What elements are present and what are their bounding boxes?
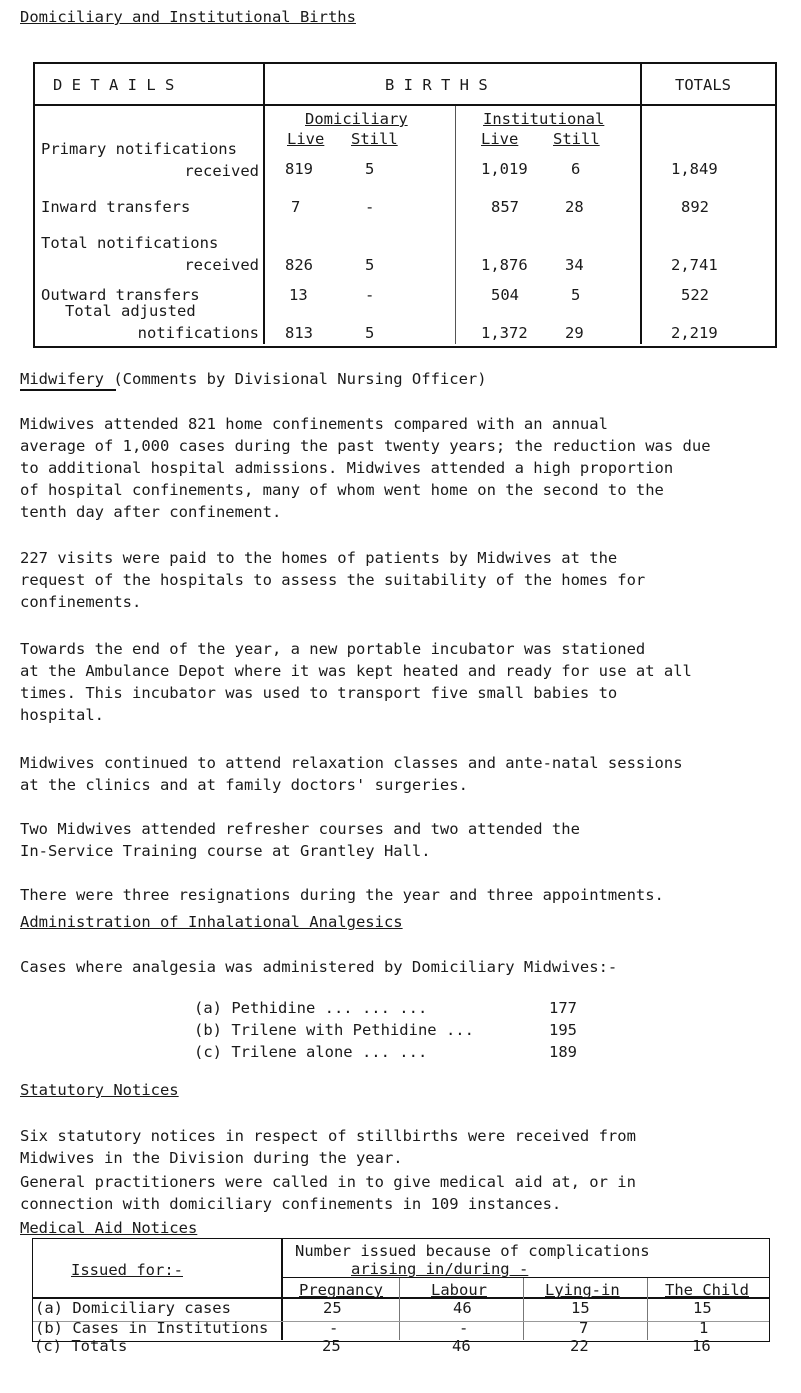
row-4-label-1: Outward transfers xyxy=(41,286,200,304)
subheader-inst-live: Live xyxy=(481,130,519,148)
births-table xyxy=(33,62,777,348)
header-births: B I R T H S xyxy=(385,76,488,94)
column-labour: Labour xyxy=(431,1281,487,1299)
row-3-inst-live: 1,876 xyxy=(481,256,528,274)
row-3-label-1: Total notifications xyxy=(41,234,219,252)
analgesic-item-a-value: 177 xyxy=(549,999,577,1017)
row-3-total: 2,741 xyxy=(671,256,718,274)
row-3-label-2: received xyxy=(184,256,259,274)
statutory-heading: Statutory Notices xyxy=(20,1081,179,1099)
row-1-dom-live: 819 xyxy=(285,160,313,178)
row-5-inst-still: 29 xyxy=(565,324,584,342)
subheader-institutional: Institutional xyxy=(483,110,605,128)
midwifery-paragraph-3: Towards the end of the year, a new portable incubator was stationed at the Ambulance Depot where it was kept heated and ready for use at all times. This incubator was used to transport five small babies to hospital. xyxy=(20,640,692,724)
header-details: D E T A I L S xyxy=(53,76,175,94)
midwifery-paragraph-5: Two Midwives attended refresher courses and two attended the In-Service Training course at Grantley Hall. xyxy=(20,820,580,860)
subheader-dom-live: Live xyxy=(287,130,325,148)
subheader-dom-still: Still xyxy=(351,130,398,148)
row-4-inst-live: 504 xyxy=(491,286,519,304)
issued-for-label: Issued for:- xyxy=(71,1261,183,1279)
row-5-total: 2,219 xyxy=(671,324,718,342)
midwifery-heading: Midwifery (Comments by Divisional Nursing Officer) xyxy=(20,370,487,388)
medical-row-b-labour: - xyxy=(459,1319,469,1337)
row-1-label-1: Primary notifications xyxy=(41,140,237,158)
medical-row-c-label: (c) Totals xyxy=(34,1337,128,1355)
subheader-domiciliary: Domiciliary xyxy=(305,110,408,128)
group-header-line-2: arising in/during - xyxy=(351,1260,529,1278)
medical-row-a-child: 15 xyxy=(693,1299,712,1317)
analgesics-heading: Administration of Inhalational Analgesics xyxy=(20,913,403,931)
row-2-label-1: Inward transfers xyxy=(41,198,191,216)
analgesics-intro: Cases where analgesia was administered by Domiciliary Midwives:- xyxy=(20,958,618,976)
row-1-dom-still: 5 xyxy=(365,160,375,178)
midwifery-paragraph-1: Midwives attended 821 home confinements compared with an annual average of 1,000 cases during the past twenty years; the reduction was due to additional hospital admissions. Midwives attended a high proportion of hospital confinements, many of whom went home on the second to the tenth day after confinement. xyxy=(20,415,711,521)
row-5-label-2: notifications xyxy=(137,324,259,342)
row-4-total: 522 xyxy=(681,286,709,304)
page-title: Domiciliary and Institutional Births xyxy=(20,8,356,26)
medical-row-c-lying-in: 22 xyxy=(570,1337,589,1355)
medical-row-a-pregnancy: 25 xyxy=(323,1299,342,1317)
medical-row-b-pregnancy: - xyxy=(329,1319,339,1337)
row-5-dom-live: 813 xyxy=(285,324,313,342)
row-1-inst-still: 6 xyxy=(571,160,581,178)
medical-row-a-labour: 46 xyxy=(453,1299,472,1317)
row-2-dom-live: 7 xyxy=(291,198,301,216)
row-2-inst-live: 857 xyxy=(491,198,519,216)
row-3-dom-live: 826 xyxy=(285,256,313,274)
medical-row-b-lying-in: 7 xyxy=(579,1319,589,1337)
row-1-total: 1,849 xyxy=(671,160,718,178)
row-5-label-1: Total adjusted xyxy=(65,302,196,320)
header-totals: TOTALS xyxy=(675,76,731,94)
row-3-dom-still: 5 xyxy=(365,256,375,274)
subheader-inst-still: Still xyxy=(553,130,600,148)
analgesic-item-a-label: (a) Pethidine ... ... ... xyxy=(194,999,428,1017)
midwifery-paragraph-4: Midwives continued to attend relaxation classes and ante-natal sessions at the clinics and at family doctors' surgeries. xyxy=(20,754,683,794)
medical-row-c-child: 16 xyxy=(692,1337,711,1355)
analgesic-item-c-value: 189 xyxy=(549,1043,577,1061)
medical-row-b-child: 1 xyxy=(699,1319,709,1337)
medical-aid-table xyxy=(32,1238,770,1342)
midwifery-paragraph-6: There were three resignations during the year and three appointments. xyxy=(20,886,664,904)
row-1-inst-live: 1,019 xyxy=(481,160,528,178)
row-2-inst-still: 28 xyxy=(565,198,584,216)
row-5-inst-live: 1,372 xyxy=(481,324,528,342)
medical-row-c-pregnancy: 25 xyxy=(322,1337,341,1355)
analgesic-item-b-label: (b) Trilene with Pethidine ... xyxy=(194,1021,474,1039)
analgesic-item-b-value: 195 xyxy=(549,1021,577,1039)
column-lying-in: Lying-in xyxy=(545,1281,620,1299)
statutory-paragraph-2: General practitioners were called in to give medical aid at, or in connection with domiciliary confinements in 109 instances. xyxy=(20,1173,636,1213)
medical-row-a-label: (a) Domiciliary cases xyxy=(35,1299,231,1317)
medical-aid-heading: Medical Aid Notices xyxy=(20,1219,198,1237)
row-2-dom-still: - xyxy=(365,198,375,216)
row-4-dom-still: - xyxy=(365,286,375,304)
row-2-total: 892 xyxy=(681,198,709,216)
column-the-child: The Child xyxy=(665,1281,749,1299)
row-3-inst-still: 34 xyxy=(565,256,584,274)
group-header-line-1: Number issued because of complications xyxy=(295,1242,650,1260)
medical-row-b-label: (b) Cases in Institutions xyxy=(35,1319,269,1337)
row-1-label-2: received xyxy=(184,162,259,180)
row-4-inst-still: 5 xyxy=(571,286,581,304)
midwifery-paragraph-2: 227 visits were paid to the homes of patients by Midwives at the request of the hospitals to assess the suitability of the homes for confinements. xyxy=(20,549,646,611)
row-4-dom-live: 13 xyxy=(289,286,308,304)
analgesic-item-c-label: (c) Trilene alone ... ... xyxy=(194,1043,428,1061)
medical-row-a-lying-in: 15 xyxy=(571,1299,590,1317)
column-pregnancy: Pregnancy xyxy=(299,1281,383,1299)
statutory-paragraph-1: Six statutory notices in respect of stillbirths were received from Midwives in the Division during the year. xyxy=(20,1127,636,1167)
row-5-dom-still: 5 xyxy=(365,324,375,342)
medical-row-c-labour: 46 xyxy=(452,1337,471,1355)
